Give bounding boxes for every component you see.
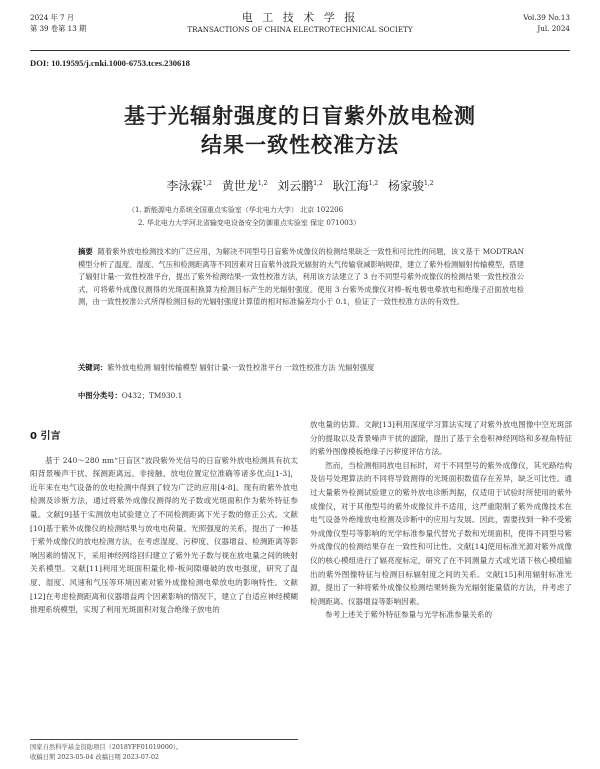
body-paragraph: 参考上述关于紫外特征参量与光学标准参量关系的	[325, 610, 493, 620]
abstract	[78, 246, 524, 309]
funding-note: 国家自然科学基金资助项目（2018YFF01019000）。	[30, 744, 183, 751]
author: 刘云鹏$^{1,2}$	[277, 179, 323, 193]
title-line-2: 结果一致性校准方法	[201, 133, 399, 157]
header-volume-issue: 第 39 卷第 13 期	[30, 24, 87, 33]
header-vol-no: Vol.39 No.13	[523, 13, 570, 22]
clc-label: 中图分类号：	[78, 391, 122, 400]
author-list	[0, 177, 600, 194]
section-heading-introduction: 0 引言	[30, 431, 61, 442]
header-right	[523, 12, 570, 34]
body-column-right	[310, 418, 572, 622]
keywords-label: 关键词：	[78, 363, 108, 372]
body-paragraph: 放电量的估算。文献[13]利用深度学习算法实现了对紫外放电图像中空光斑部分的提取以及背景噪声干扰的滤除，提出了基于全卷积神经网络和多视角特征的紫外图像模板绝缘子污秽度评估方法。	[310, 420, 572, 457]
clc-value: O432；TM930.1	[121, 391, 183, 400]
journal-name-cn: 电 工 技 术 学 报	[241, 11, 359, 24]
header-date: 2024 年 7 月	[30, 13, 75, 22]
abstract-text: 随着紫外放电检测技术的广泛应用，为解决不同型号日盲紫外成像仪的检测结果缺乏一致性和可比性的问题，该文基于 MODTRAN 模型分析了温度、湿度、气压和检测距离等不同因素对日盲紫外波段光辐射的大气传输衰减影响规律，建立了紫外检测辐射传输模型，搭建了辐射计量-一致性校准平台，提出了紫外检测结果-一致性校准方法，利用该方法建立了 3 台不同型号紫外成像仪的检测结果一致性校准公式，可将紫外成像仪测得的光斑面积换算为检测目标产生的光辐射强度。使用 3 台紫外成像仪对棒-板电极电晕放电和绝缘子沿面放电检测，由一致性校准公式所得检测目标的光辐射强度计算值的相对标准偏差均小于 0.1，验证了一致性校准方法的有效性。	[78, 247, 525, 307]
author: 耿江海$^{1,2}$	[332, 179, 379, 193]
header-journal	[30, 12, 570, 35]
abstract-label: 摘要	[78, 247, 93, 256]
affiliation-1: （1. 新能源电力系统全国重点实验室（华北电力大学） 北京 102206	[128, 206, 344, 214]
title-line-1: 基于光辐射强度的日盲紫外放电检测	[124, 104, 476, 128]
doi[interactable]: DOI: 10.19595/j.cnki.1000-6753.tces.230618	[30, 58, 190, 68]
affiliations	[128, 204, 360, 230]
received-date: 收稿日期 2023-05-04 改稿日期 2023-07-02	[30, 754, 159, 761]
header-rule	[30, 50, 570, 51]
journal-name-en: TRANSACTIONS OF CHINA ELECTROTECHNICAL SOCIETY	[187, 25, 413, 34]
author: 李泳霖$^{1,2}$	[166, 179, 212, 193]
keywords-text: 紫外放电检测 辐射传输模型 辐射计量-一致性校准平台 一致性校准方法 光辐射强度	[107, 363, 375, 372]
body-paragraph: 基于 240～280 nm“日盲区”波段紫外光信号的日盲紫外放电检测具有抗太阳背景噪声干扰、探测距离远、非接触、放电位置定位准确等诸多优点[1-3]，近年来在电气设备的放电检测中得到了较为广泛的应用[4-8]。现有的紫外放电检测及诊断方法，通过将紫外成像仪测得的光子数或光斑面积作为紫外特征参量。文献[9]基于实测放电试验建立了不同检测距离下光子数的修正公式。文献[10]基于紫外成像仪的检测结果与放电电荷量、光照强度的关系，提出了一种基于紫外成像仪的放电检测方法，在考虑湿度、污秽度、仪器增益、检测距离等影响因素的情况下，采用神经网络回归建立了紫外光子数与视在放电量之间的映射关系模型。文献[11]利用光斑面积量化棒-板间隙爆破的放电强度，研究了温度、湿度、风速和气压等环境因素对紫外成像检测电晕放电的影响特性。文献[12]在考虑检测距离和仪器增益两个因素影响的情况下，建立了自适应神经模糊推理系统模型，实现了利用光斑面积对复合绝缘子放电的	[30, 455, 298, 615]
page-title	[0, 102, 600, 160]
keywords	[78, 362, 524, 375]
affiliation-2: 2. 华北电力大学河北省输变电设备安全防御重点实验室 保定 071003）	[138, 219, 361, 227]
header-month-year: Jul. 2024	[537, 24, 570, 33]
body-column-left	[30, 418, 298, 617]
classification-number	[78, 391, 182, 401]
body-paragraph: 然而，当检测相同放电目标时，对于不同型号的紫外成像仪，其光路结构及信号处理算法的不同将导致测得的光斑面积数值存在差异，缺乏可比性。通过大量紫外检测试验建立的紫外放电诊断判据，仅适用于试验时所使用的紫外成像仪，对于其他型号的紫外成像仪并不适用，这严重限制了紫外成像技术在电气设备外绝缘放电检测及诊断中的应用与发展。因此，需要找到一种不受紫外成像仪型号等影响的光学标准参量代替光子数和光斑面积，使得不同型号紫外成像仪的检测结果存在一致性和可比性。文献[14]使用标准光源对紫外成像仪的核心模组进行了辐亮度标定，研究了在不同测量方式或光谱下核心模组输出的紫外图像特征与检测目标辐射度之间的关系。文献[15]利用辐射标准光源，提出了一种将紫外成像仪检测结果转换为光辐射能量值的方法，并考虑了检测距离、仪器增益等影响因素。	[310, 460, 572, 606]
author: 黄世龙$^{1,2}$	[221, 179, 268, 193]
footnote	[30, 739, 298, 763]
author: 杨家骏$^{1,2}$	[388, 179, 434, 193]
